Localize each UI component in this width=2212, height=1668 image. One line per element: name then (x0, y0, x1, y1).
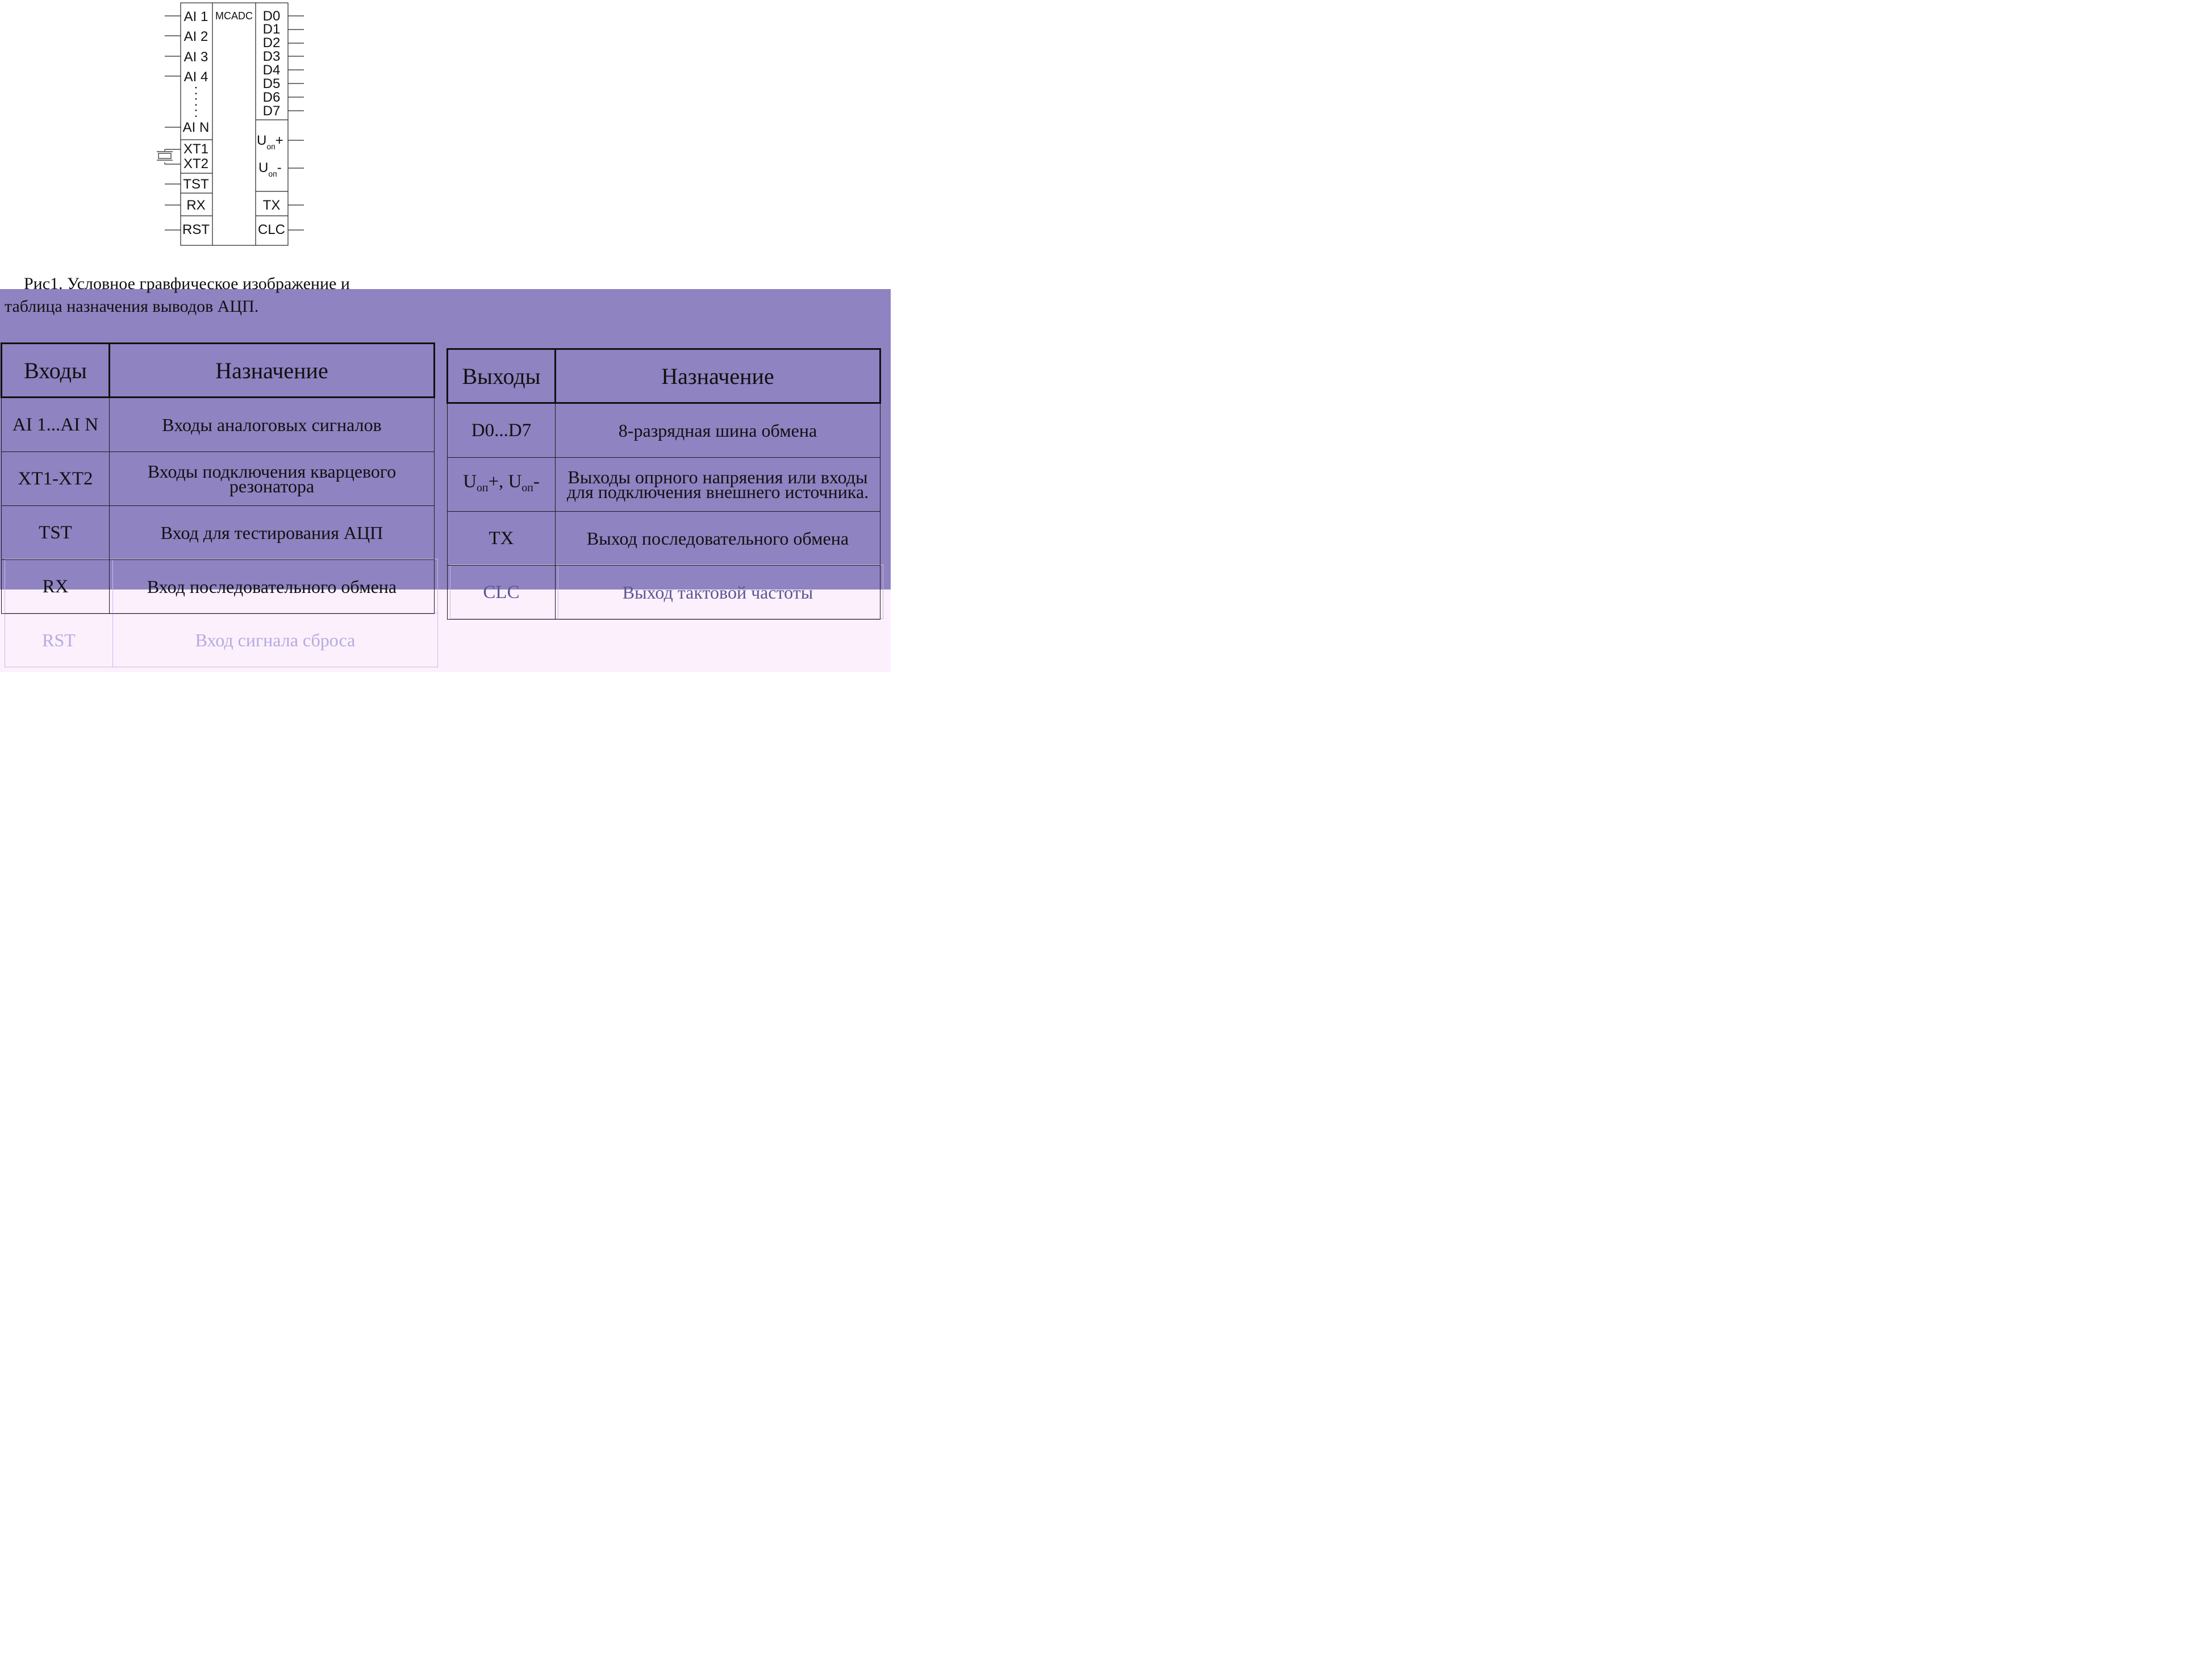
input-pin-cell: XT1-XT2 (2, 452, 110, 506)
output-desc-cell: 8-разрядная шина обмена (556, 403, 880, 458)
pin-rst: RST (182, 222, 210, 237)
output-desc-cell: Выход последовательного обмена (556, 512, 880, 566)
pin-rx: RX (186, 198, 206, 213)
output-pin-cell: D0...D7 (448, 403, 556, 458)
pin-uref-minus: $U_{оп}-$ (258, 160, 282, 178)
pin-clc: CLC (257, 222, 286, 237)
pin-d3: D3 (262, 49, 281, 64)
input-desc-cell: Входы аналоговых сигналов (110, 398, 435, 452)
ellipsis-dot: : (194, 94, 198, 109)
input-pin-cell: AI 1...AI N (2, 398, 110, 452)
outputs-header-desc: Назначение (556, 349, 880, 403)
outputs-header-pin: Выходы (448, 349, 556, 403)
pin-xt1: XT1 (183, 141, 209, 157)
pin-d0: D0 (262, 9, 281, 24)
output-desc-cell: Выходы опрного напряения или входы для подключения внешнего источника. (556, 458, 880, 512)
input-pin-cell: TST (2, 506, 110, 560)
input-desc-cell: Входы подключения кварцевого резонатора (110, 452, 435, 506)
inputs-header-row (2, 344, 435, 398)
input-desc-cell: Вход для тестирования АЦП (110, 506, 435, 560)
output-pin-cell: CLC (448, 566, 556, 620)
caption-line-2: таблица назначения выводов АЦП. (5, 297, 259, 316)
pin-d6: D6 (262, 90, 281, 105)
adc-block-diagram (0, 0, 891, 261)
ghost-desc-rst: Вход сигнала сброса (113, 613, 438, 667)
ghost-pin-rst: RST (5, 613, 113, 667)
pin-uref-plus: $U_{оп}+$ (257, 133, 283, 151)
caption-line-1: Рис1. Условное гравфическое изображение и (24, 274, 350, 293)
inputs-header-pin: Входы (2, 344, 110, 398)
pin-ai4: AI 4 (183, 69, 208, 85)
table-row (448, 403, 880, 458)
pin-ain: AI N (182, 120, 210, 135)
input-pin-cell: RX (2, 560, 110, 614)
table-row (2, 560, 435, 614)
table-row (2, 506, 435, 560)
pin-d5: D5 (262, 76, 281, 91)
pin-d1: D1 (262, 22, 281, 37)
input-desc-cell: Вход последовательного обмена (110, 560, 435, 614)
chip-name: MCADC (215, 10, 253, 22)
table-row (448, 566, 880, 620)
pin-d4: D4 (262, 62, 281, 78)
output-pin-cell-uref: $U_{оп}+$, $U_{оп}-$ (448, 458, 556, 512)
table-row (2, 452, 435, 506)
outputs-header-row (448, 349, 880, 403)
pin-d7: D7 (262, 103, 281, 119)
output-desc-cell: Выход тактовой частоты (556, 566, 880, 620)
pin-tst: TST (183, 177, 209, 192)
table-row (448, 512, 880, 566)
table-row (448, 458, 880, 512)
pin-xt2: XT2 (183, 156, 209, 172)
inputs-header-desc: Назначение (110, 344, 435, 398)
pin-ai2: AI 2 (183, 29, 208, 44)
ellipsis-dot: : (194, 82, 198, 98)
pin-tx: TX (262, 198, 281, 213)
table-row (2, 398, 435, 452)
pin-ai3: AI 3 (183, 49, 208, 65)
pin-ai1: AI 1 (183, 9, 208, 24)
figure-caption (5, 273, 425, 318)
pin-d2: D2 (262, 35, 281, 51)
ellipsis-dot: : (194, 105, 198, 120)
output-pin-cell: TX (448, 512, 556, 566)
inputs-table (1, 342, 435, 614)
outputs-table (446, 348, 881, 620)
